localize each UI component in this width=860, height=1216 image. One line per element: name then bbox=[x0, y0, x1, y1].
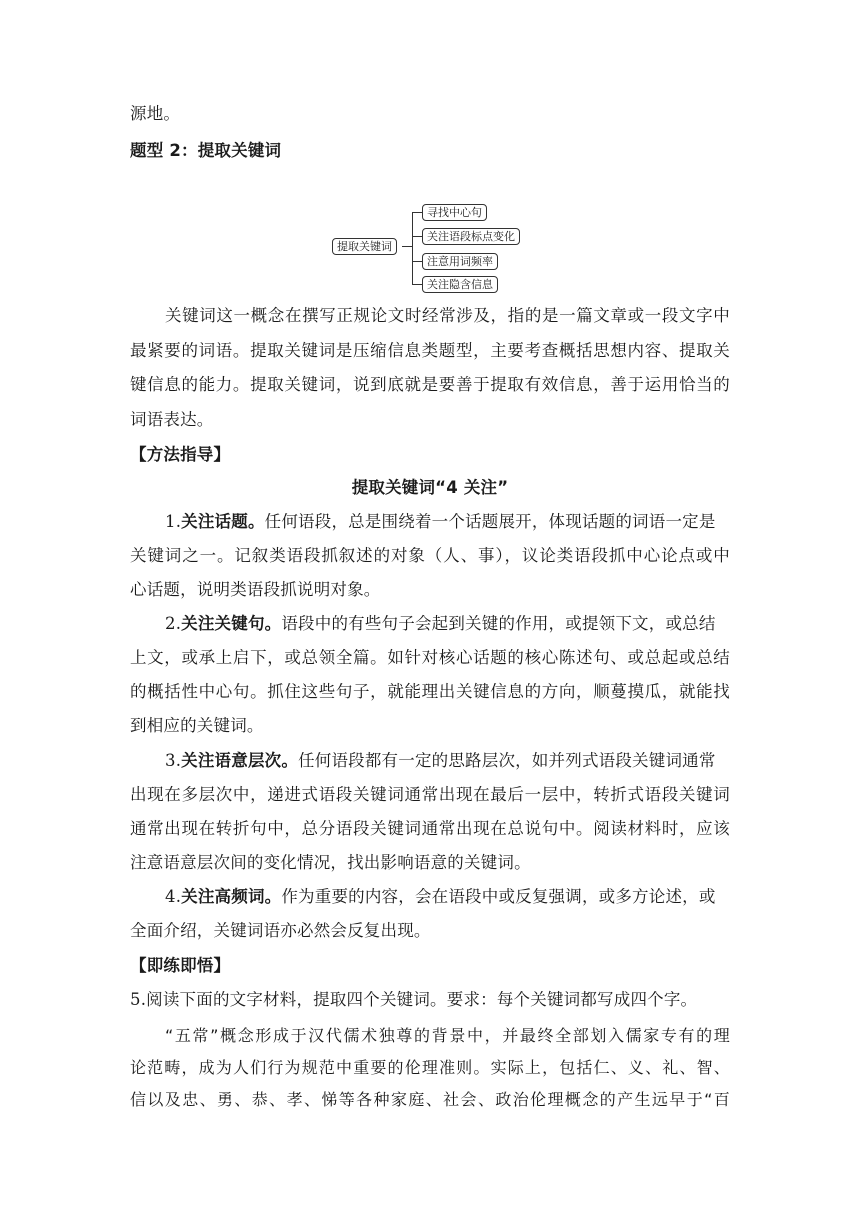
diagram-connector bbox=[412, 284, 422, 285]
item-number: 2. bbox=[165, 614, 182, 633]
text-line: 源地。 bbox=[130, 104, 181, 123]
diagram-root-node: 提取关键词 bbox=[332, 238, 397, 255]
text-line: 通常出现在转折句中，总分语段关键词通常出现在总说句中。阅读材料时，应该 bbox=[130, 819, 730, 838]
text-line: 关键词之一。记叙类语段抓叙述的对象（人、事），议论类语段抓中心论点或中 bbox=[130, 546, 730, 565]
diagram-branch-node: 寻找中心句 bbox=[422, 204, 487, 221]
diagram-connector bbox=[412, 212, 422, 213]
passage-line: 论范畴，成为人们行为规范中重要的伦理准则。实际上，包括仁、义、礼、智、 bbox=[130, 1058, 730, 1077]
text-line: 键信息的能力。提取关键词，说到底就是要善于提取有效信息，善于运用恰当的 bbox=[130, 375, 730, 394]
item-title: 关注关键句。 bbox=[181, 614, 282, 633]
item-text: 任何语段，总是围绕着一个话题展开，体现话题的词语一定是 bbox=[264, 512, 716, 531]
text-line: 上文，或承上启下，或总领全篇。如针对核心话题的核心陈述句、或总起或总结 bbox=[130, 648, 730, 667]
diagram-branch-node: 注意用词频率 bbox=[422, 253, 498, 270]
method-item-1 bbox=[165, 512, 765, 532]
item-text: 语段中的有些句子会起到关键的作用，或提领下文，或总结 bbox=[281, 614, 716, 633]
passage-line: “五常”概念形成于汉代儒术独尊的背景中，并最终全部划入儒家专有的理 bbox=[165, 1026, 730, 1045]
text-line: 最紧要的词语。提取关键词是压缩信息类题型，主要考查概括思想内容、提取关 bbox=[130, 341, 730, 360]
diagram-branch-node: 关注语段标点变化 bbox=[422, 228, 520, 245]
question-text: 5.阅读下面的文字材料，提取四个关键词。要求：每个关键词都写成四个字。 bbox=[130, 990, 698, 1009]
diagram-connector bbox=[412, 236, 422, 237]
item-text: 作为重要的内容，会在语段中或反复强调，或多方论述，或 bbox=[281, 887, 716, 906]
method-item-4 bbox=[165, 887, 765, 907]
text-line: 出现在多层次中，递进式语段关键词通常出现在最后一层中，转折式语段关键词 bbox=[130, 785, 730, 804]
item-title: 关注语意层次。 bbox=[181, 751, 299, 770]
item-title: 关注高频词。 bbox=[181, 887, 282, 906]
centered-title: 提取关键词“4 关注” bbox=[351, 478, 509, 497]
text-line: 全面介绍，关键词语亦必然会反复出现。 bbox=[130, 921, 431, 940]
diagram-connector bbox=[402, 246, 412, 247]
diagram-connector bbox=[412, 212, 413, 284]
practice-heading: 【即练即悟】 bbox=[130, 956, 231, 975]
method-heading: 【方法指导】 bbox=[130, 445, 231, 464]
text-line: 心话题，说明类语段抓说明对象。 bbox=[130, 580, 381, 599]
item-number: 4. bbox=[165, 887, 182, 906]
item-title: 关注话题。 bbox=[181, 512, 265, 531]
item-number: 3. bbox=[165, 751, 182, 770]
text-line: 词语表达。 bbox=[130, 410, 214, 429]
method-item-3 bbox=[165, 751, 765, 771]
diagram-connector bbox=[412, 261, 422, 262]
section-heading: 题型 2：提取关键词 bbox=[130, 141, 282, 160]
diagram-branch-node: 关注隐含信息 bbox=[422, 276, 498, 293]
text-line: 关键词这一概念在撰写正规论文时经常涉及，指的是一篇文章或一段文字中 bbox=[165, 306, 730, 325]
text-line: 到相应的关键词。 bbox=[130, 716, 264, 735]
item-number: 1. bbox=[165, 512, 182, 531]
keyword-diagram bbox=[330, 202, 530, 294]
item-text: 任何语段都有一定的思路层次，如并列式语段关键词通常 bbox=[298, 751, 716, 770]
passage-line: 信以及忠、勇、恭、孝、悌等各种家庭、社会、政治伦理概念的产生远早于“百 bbox=[130, 1090, 730, 1109]
method-item-2 bbox=[165, 614, 765, 634]
text-line: 的概括性中心句。抓住这些句子，就能理出关键信息的方向，顺蔓摸瓜，就能找 bbox=[130, 682, 730, 701]
text-line: 注意语意层次间的变化情况，找出影响语意的关键词。 bbox=[130, 853, 531, 872]
